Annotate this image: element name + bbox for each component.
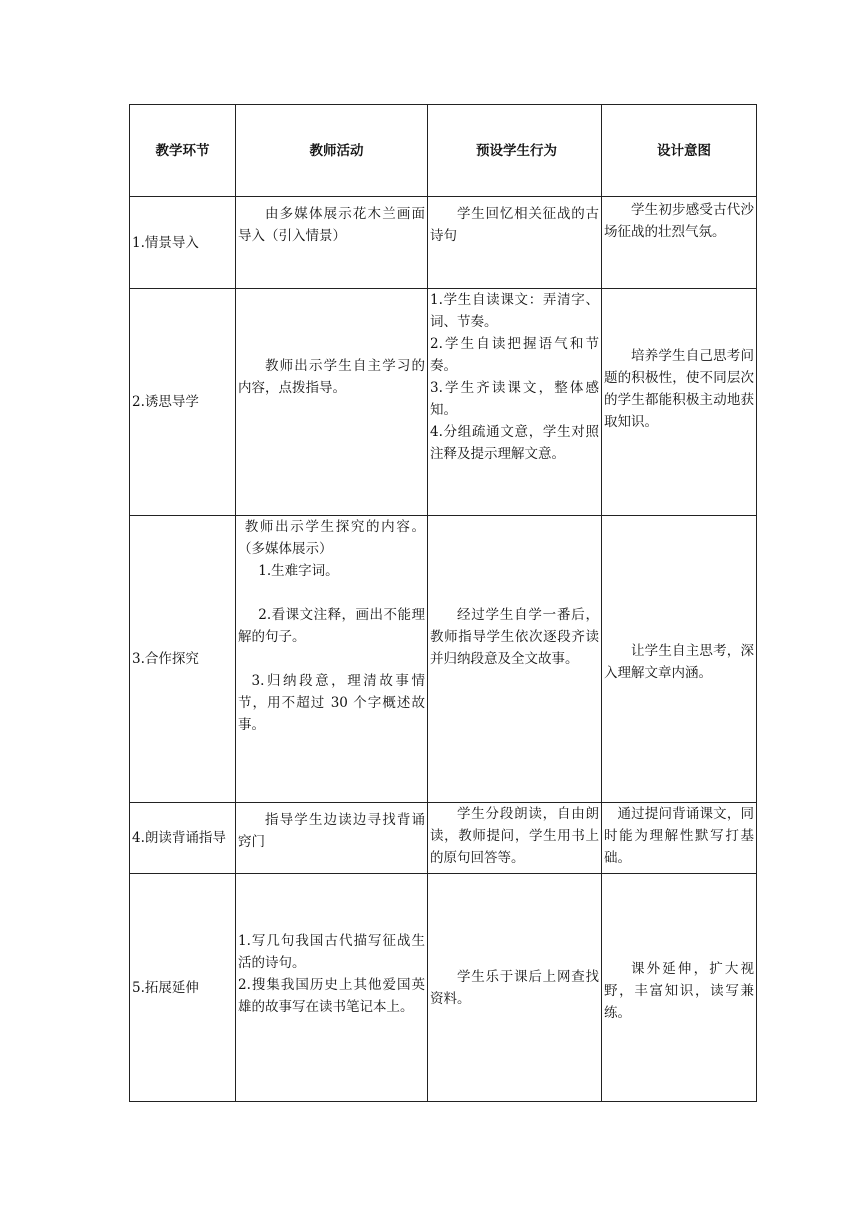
table-row	[130, 197, 757, 289]
stage-cell: 5.拓展延伸	[130, 874, 236, 1102]
teacher-cell: 教师出示学生自主学习的内容，点拨指导。	[236, 289, 428, 516]
header-row	[130, 105, 757, 197]
teacher-cell: 指导学生边读边寻找背诵窍门	[236, 803, 428, 874]
teacher-cell	[236, 516, 428, 803]
student-cell: 学生回忆相关征战的古诗句	[428, 197, 602, 289]
student-cell: 学生乐于课后上网查找资料。	[428, 874, 602, 1102]
student-cell	[428, 289, 602, 516]
table-row	[130, 803, 757, 874]
student-item: 4.分组疏通文意，学生对照注释及提示理解文意。	[430, 424, 599, 462]
header-student-behavior: 预设学生行为	[428, 105, 602, 197]
teacher-item: 1.写几句我国古代描写征战生活的诗句。	[238, 933, 425, 971]
design-cell: 培养学生自己思考问题的积极性，使不同层次的学生都能积极主动地获取知识。	[602, 289, 757, 516]
lesson-plan-table	[129, 104, 757, 1102]
student-cell: 经过学生自学一番后，教师指导学生依次逐段齐读并归纳段意及全文故事。	[428, 516, 602, 803]
stage-cell: 1.情景导入	[130, 197, 236, 289]
teacher-item: 2.看课文注释，画出不能理解的句子。	[238, 607, 425, 645]
teacher-intro: 教师出示学生探究的内容。（多媒体展示）	[238, 519, 425, 557]
student-cell: 学生分段朗读，自由朗读，教师提问，学生用书上的原句回答等。	[428, 803, 602, 874]
spacer	[238, 582, 425, 604]
table-row	[130, 516, 757, 803]
stage-cell: 3.合作探究	[130, 516, 236, 803]
stage-cell: 4.朗读背诵指导	[130, 803, 236, 874]
spacer	[238, 648, 425, 670]
teacher-item: 3.归纳段意，理清故事情节，用不超过 30 个字概述故事。	[238, 673, 425, 733]
table-row	[130, 874, 757, 1102]
design-cell: 让学生自主思考，深入理解文章内涵。	[602, 516, 757, 803]
header-stage: 教学环节	[130, 105, 236, 197]
design-cell: 通过提问背诵课文，同时能为理解性默写打基础。	[602, 803, 757, 874]
design-cell: 学生初步感受古代沙场征战的壮烈气氛。	[602, 197, 757, 289]
header-teacher-activity: 教师活动	[236, 105, 428, 197]
design-cell: 课外延伸，扩大视野，丰富知识，读写兼练。	[602, 874, 757, 1102]
header-design-intent: 设计意图	[602, 105, 757, 197]
teacher-cell	[236, 874, 428, 1102]
stage-cell: 2.诱思导学	[130, 289, 236, 516]
student-item: 3.学生齐读课文，整体感知。	[430, 380, 599, 418]
student-item: 1.学生自读课文：弄清字、词、节奏。	[430, 292, 599, 330]
teacher-item: 1.生难字词。	[258, 563, 339, 579]
teacher-cell: 由多媒体展示花木兰画面导入（引入情景）	[236, 197, 428, 289]
student-item: 2.学生自读把握语气和节奏。	[430, 336, 599, 374]
table-row	[130, 289, 757, 516]
teacher-item: 2.搜集我国历史上其他爱国英雄的故事写在读书笔记本上。	[238, 977, 425, 1015]
